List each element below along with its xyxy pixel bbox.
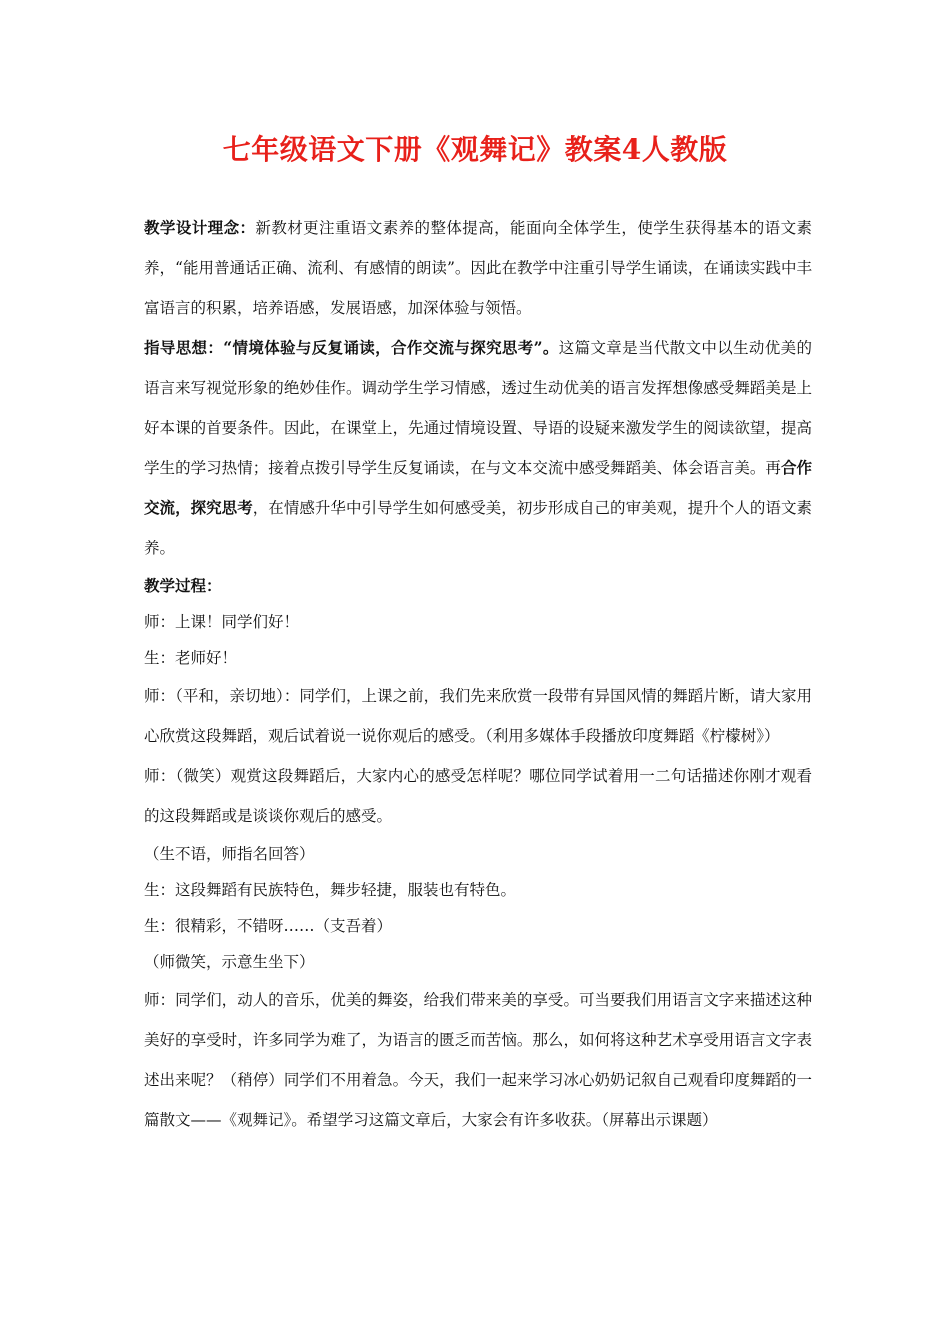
dialogue-line: 师：（平和，亲切地）：同学们，上课之前，我们先来欣赏一段带有异国风情的舞蹈片断，请大家用心欣赏这段舞蹈，观后试着说一说你观后的感受。（利用多媒体手段播放印度舞蹈《柠檬树》）: [144, 687, 812, 745]
dialogue-line: 生：这段舞蹈有民族特色，舞步轻捷，服装也有特色。: [144, 881, 517, 899]
guiding-thought-paragraph: [144, 328, 812, 568]
dialogue-line: （生不语，师指名回答）: [144, 845, 315, 863]
dialogue-line: 师：（微笑）观赏这段舞蹈后，大家内心的感受怎样呢？哪位同学试着用一二句话描述你刚才观看的这段舞蹈或是谈谈你观后的感受。: [144, 767, 812, 825]
design-concept-paragraph: [144, 208, 812, 328]
dialogue-line: 生：老师好！: [144, 649, 238, 667]
design-concept-label: 教学设计理念：: [144, 218, 256, 237]
guiding-thought-text-2: ，在情感升华中引导学生如何感受美，初步形成自己的审美观，提升个人的语文素养。: [144, 499, 812, 557]
document-title: 七年级语文下册《观舞记》教案4人教版: [222, 133, 728, 166]
dialogue-line: 生：很精彩，不错呀……（支吾着）: [144, 917, 393, 935]
guiding-thought-bold-phrase: 合作交流，探究思考: [144, 458, 812, 517]
guiding-thought-text-1: 这篇文章是当代散文中以生动优美的语言来写视觉形象的绝妙佳作。调动学生学习情感，透过生动优美的语言发挥想像感受舞蹈美是上好本课的首要条件。因此，在课堂上，先通过情境设置、导语的设疑来激发学生的阅读欲望，提高学生的学习热情；接着点拨引导学生反复诵读，在与文本交流中感受舞蹈美、体会语言美。再: [144, 339, 812, 477]
dialogue-line: （师微笑，示意生坐下）: [144, 953, 315, 971]
dialogue-line: 师：上课！同学们好！: [144, 613, 300, 631]
teaching-process-label: 教学过程：: [144, 576, 222, 595]
guiding-thought-label: 指导思想：“情境体验与反复诵读，合作交流与探究思考”。: [144, 338, 559, 357]
dialogue-line: 师：同学们，动人的音乐，优美的舞姿，给我们带来美的享受。可当要我们用语言文字来描述这种美好的享受时，许多同学为难了，为语言的匮乏而苦恼。那么，如何将这种艺术享受用语言文字表述出来呢？（稍停）同学们不用着急。今天，我们一起来学习冰心奶奶记叙自己观看印度舞蹈的一篇散文——《观舞记》。希望学习这篇文章后，大家会有许多收获。（屏幕出示课题）: [144, 991, 812, 1129]
design-concept-text: 新教材更注重语文素养的整体提高，能面向全体学生，使学生获得基本的语文素养，“能用普通话正确、流利、有感情的朗读”。因此在教学中注重引导学生诵读，在诵读实践中丰富语言的积累，培养语感，发展语感，加深体验与领悟。: [144, 219, 812, 317]
document-body: [144, 208, 812, 1140]
